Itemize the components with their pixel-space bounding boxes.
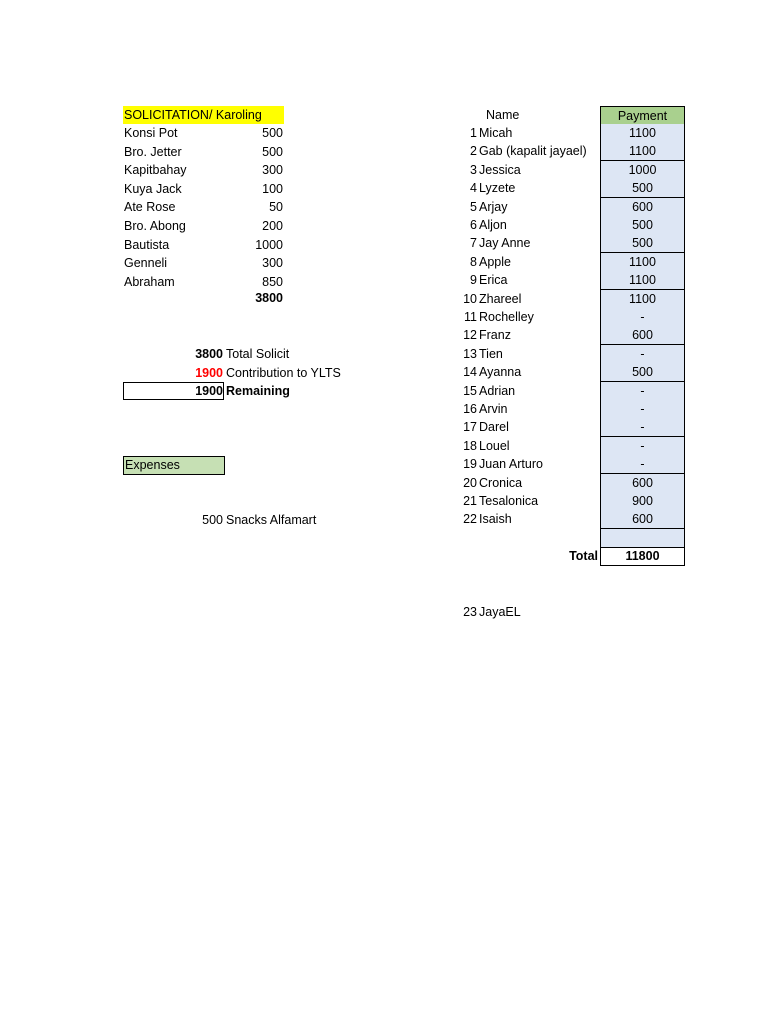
payment-total-label: Total [569, 549, 598, 563]
payment-row-number: 8 [470, 255, 477, 269]
payment-cell: 500 [600, 216, 685, 235]
payment-row-number: 15 [463, 384, 477, 398]
solicitor-amount: 300 [262, 256, 283, 270]
payment-row-name: Jessica [479, 163, 521, 177]
solicitor-amount: 500 [262, 126, 283, 140]
payment-row-number: 2 [470, 144, 477, 158]
payment-cell: 600 [600, 510, 685, 529]
payment-cell: 500 [600, 363, 685, 382]
summary-label: Contribution to YLTS [226, 366, 341, 380]
payment-row-name: Cronica [479, 476, 523, 490]
solicitor-name: Bro. Abong [124, 219, 186, 233]
payment-cell: - [600, 400, 685, 419]
payment-row-number: 3 [470, 163, 477, 177]
payment-row-number: 5 [470, 200, 477, 214]
payment-row-number: 21 [463, 494, 477, 508]
payment-cell: 500 [600, 234, 685, 253]
summary-label: Remaining [226, 384, 290, 398]
payment-cell [600, 529, 685, 548]
solicitor-name: Bautista [124, 238, 170, 252]
payment-row-number: 12 [463, 328, 477, 342]
payment-row-number: 20 [463, 476, 477, 490]
solicitor-amount: 300 [262, 163, 283, 177]
expense-description: Snacks Alfamart [226, 513, 317, 527]
payment-row-number: 1 [470, 126, 477, 140]
payment-cell: - [600, 308, 685, 327]
payment-cell: 1000 [600, 161, 685, 180]
solicitor-name: Kapitbahay [124, 163, 187, 177]
payment-cell: - [600, 418, 685, 437]
solicitor-amount: 50 [269, 200, 283, 214]
payment-cell: 1100 [600, 142, 685, 161]
payment-cell: 500 [600, 179, 685, 198]
extra-row-name: JayaEL [479, 605, 521, 619]
payment-row-name: Ayanna [479, 365, 522, 379]
payment-row-name: Jay Anne [479, 236, 531, 250]
payment-cell: - [600, 345, 685, 364]
payment-row-number: 7 [470, 236, 477, 250]
solicitor-name: Genneli [124, 256, 168, 270]
payment-row-name: Apple [479, 255, 511, 269]
payment-row-name: Darel [479, 420, 509, 434]
summary-label: Total Solicit [226, 347, 290, 361]
payment-cell: 900 [600, 492, 685, 511]
payment-row-name: Lyzete [479, 181, 516, 195]
payment-cell: - [600, 382, 685, 401]
payment-cell: - [600, 455, 685, 474]
payment-row-name: Arvin [479, 402, 508, 416]
payment-row-name: Tesalonica [479, 494, 539, 508]
payment-cell: 1100 [600, 124, 685, 143]
payment-cell: 1100 [600, 290, 685, 309]
payment-row-number: 9 [470, 273, 477, 287]
solicitor-name: Konsi Pot [124, 126, 178, 140]
payment-row-number: 22 [463, 512, 477, 526]
name-column-header: Name [486, 108, 520, 122]
extra-row-number: 23 [463, 605, 477, 619]
payment-row-name: Franz [479, 328, 511, 342]
summary-value: 3800 [195, 347, 223, 361]
payment-row-name: Tien [479, 347, 503, 361]
solicitation-title: SOLICITATION/ Karoling [123, 106, 284, 124]
payment-row-number: 4 [470, 181, 477, 195]
solicitor-name: Kuya Jack [124, 182, 182, 196]
payment-cell: 1100 [600, 253, 685, 272]
payment-column-header: Payment [600, 106, 685, 125]
payment-cell: 1100 [600, 271, 685, 290]
payment-row-name: Aljon [479, 218, 507, 232]
payment-row-name: Louel [479, 439, 510, 453]
payment-row-number: 17 [463, 420, 477, 434]
payment-row-name: Adrian [479, 384, 516, 398]
solicitor-name: Abraham [124, 275, 175, 289]
payment-row-number [440, 529, 477, 547]
payment-row-name: Arjay [479, 200, 508, 214]
summary-value: 1900 [195, 366, 223, 380]
payment-row-name: Erica [479, 273, 508, 287]
payment-total-value: 11800 [600, 547, 685, 566]
payment-row-number: 14 [463, 365, 477, 379]
payment-row-name: Isaish [479, 512, 512, 526]
payment-row-name: Rochelley [479, 310, 534, 324]
payment-row-number: 19 [463, 457, 477, 471]
solicitor-amount: 850 [262, 275, 283, 289]
solicitor-amount: 200 [262, 219, 283, 233]
solicitor-amount: 500 [262, 145, 283, 159]
payment-cell: 600 [600, 198, 685, 217]
solicitation-total: 3800 [255, 291, 283, 305]
expense-value: 500 [202, 513, 223, 527]
solicitor-name: Ate Rose [124, 200, 176, 214]
expenses-label: Expenses [125, 458, 180, 472]
payment-row-number: 18 [463, 439, 477, 453]
payment-row-number: 16 [463, 402, 477, 416]
payment-cell: - [600, 437, 685, 456]
solicitor-amount: 100 [262, 182, 283, 196]
payment-row-name: Juan Arturo [479, 457, 543, 471]
payment-row-number: 6 [470, 218, 477, 232]
payment-cell: 600 [600, 326, 685, 345]
payment-row-name: Zhareel [479, 292, 522, 306]
payment-row-number: 11 [464, 310, 477, 324]
summary-value: 1900 [195, 384, 223, 398]
solicitor-amount: 1000 [255, 238, 283, 252]
payment-row-name: Gab (kapalit jayael) [479, 144, 587, 158]
payment-row-name: Micah [479, 126, 513, 140]
payment-row-number: 13 [463, 347, 477, 361]
payment-cell: 600 [600, 474, 685, 493]
payment-row-number: 10 [463, 292, 477, 306]
solicitor-name: Bro. Jetter [124, 145, 182, 159]
